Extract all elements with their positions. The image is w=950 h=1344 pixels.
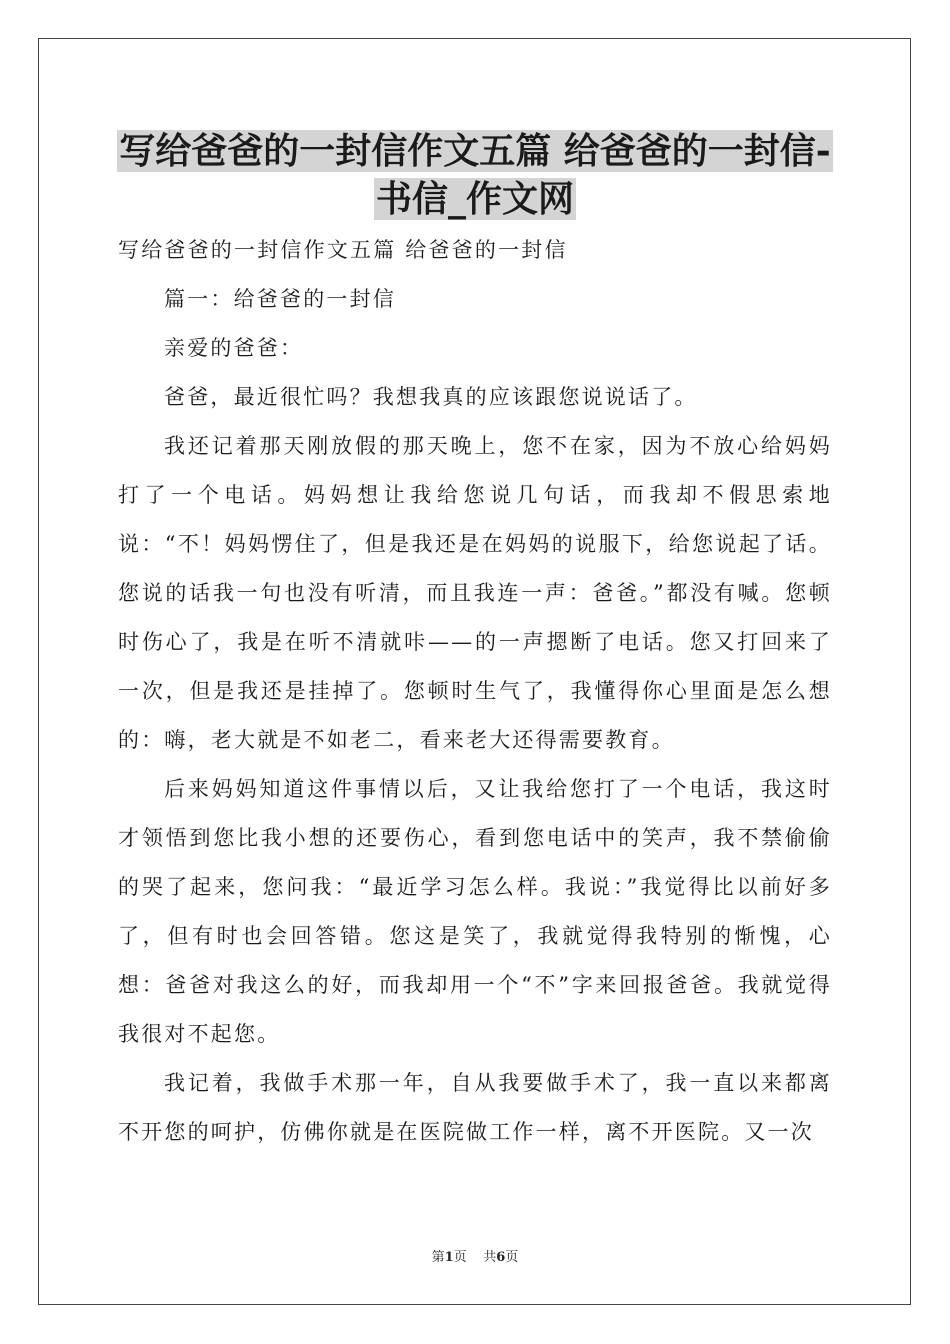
paragraph-subtitle: 写给爸爸的一封信作文五篇 给爸爸的一封信 xyxy=(118,238,568,262)
document-title-line-1 xyxy=(0,126,950,176)
page-footer xyxy=(0,1246,950,1265)
total-suffix: 页 xyxy=(505,1250,519,1265)
paragraph: 爸爸，最近很忙吗？我想我真的应该跟您说说话了。 xyxy=(164,385,698,409)
paragraph: 我还记着那天刚放假的那天晚上，您不在家，因为不放心给妈妈打了一个电话。妈妈想让我给您说几句话，而我却不假思索地说：“不！妈妈愣住了，但是我还是在妈妈的说服下，给您说起了话。您说的话我一句也没有听清，而且我连一声：爸爸。”都没有喊。您顿时伤心了，我是在听不清就咔——的一声摁断了电话。您又打回来了一次，但是我还是挂掉了。您顿时生气了，我懂得你心里面是怎么想的：嗨，老大就是不如老二，看来老大还得需要教育。 xyxy=(118,434,832,752)
title-text-1: 写给爸爸的一封信作文五篇 给爸爸的一封信- xyxy=(119,130,831,172)
document-title-line-2 xyxy=(0,174,950,224)
paragraph-salutation: 亲爱的爸爸： xyxy=(164,336,304,360)
document-body xyxy=(118,226,832,1157)
page-current: 1 xyxy=(444,1250,454,1265)
page-prefix: 第 xyxy=(431,1250,445,1265)
total-prefix: 共 xyxy=(483,1250,497,1265)
paragraph: 我记着，我做手术那一年，自从我要做手术了，我一直以来都离不开您的呵护，仿佛你就是在医院做工作一样，离不开医院。又一次 xyxy=(118,1071,832,1144)
paragraph-section-heading: 篇一：给爸爸的一封信 xyxy=(164,287,396,311)
paragraph: 后来妈妈知道这件事情以后，又让我给您打了一个电话，我这时才领悟到您比我小想的还要伤心，看到您电话中的笑声，我不禁偷偷的哭了起来，您问我：“最近学习怎么样。我说：”我觉得比以前好多了，但有时也会回答错。您这是笑了，我就觉得我特别的惭愧，心想：爸爸对我这么的好，而我却用一个“不”字来回报爸爸。我就觉得我很对不起您。 xyxy=(118,777,832,1046)
page-suffix: 页 xyxy=(453,1250,467,1265)
title-text-2: 书信_作文网 xyxy=(375,178,574,220)
page-total: 6 xyxy=(496,1250,506,1265)
